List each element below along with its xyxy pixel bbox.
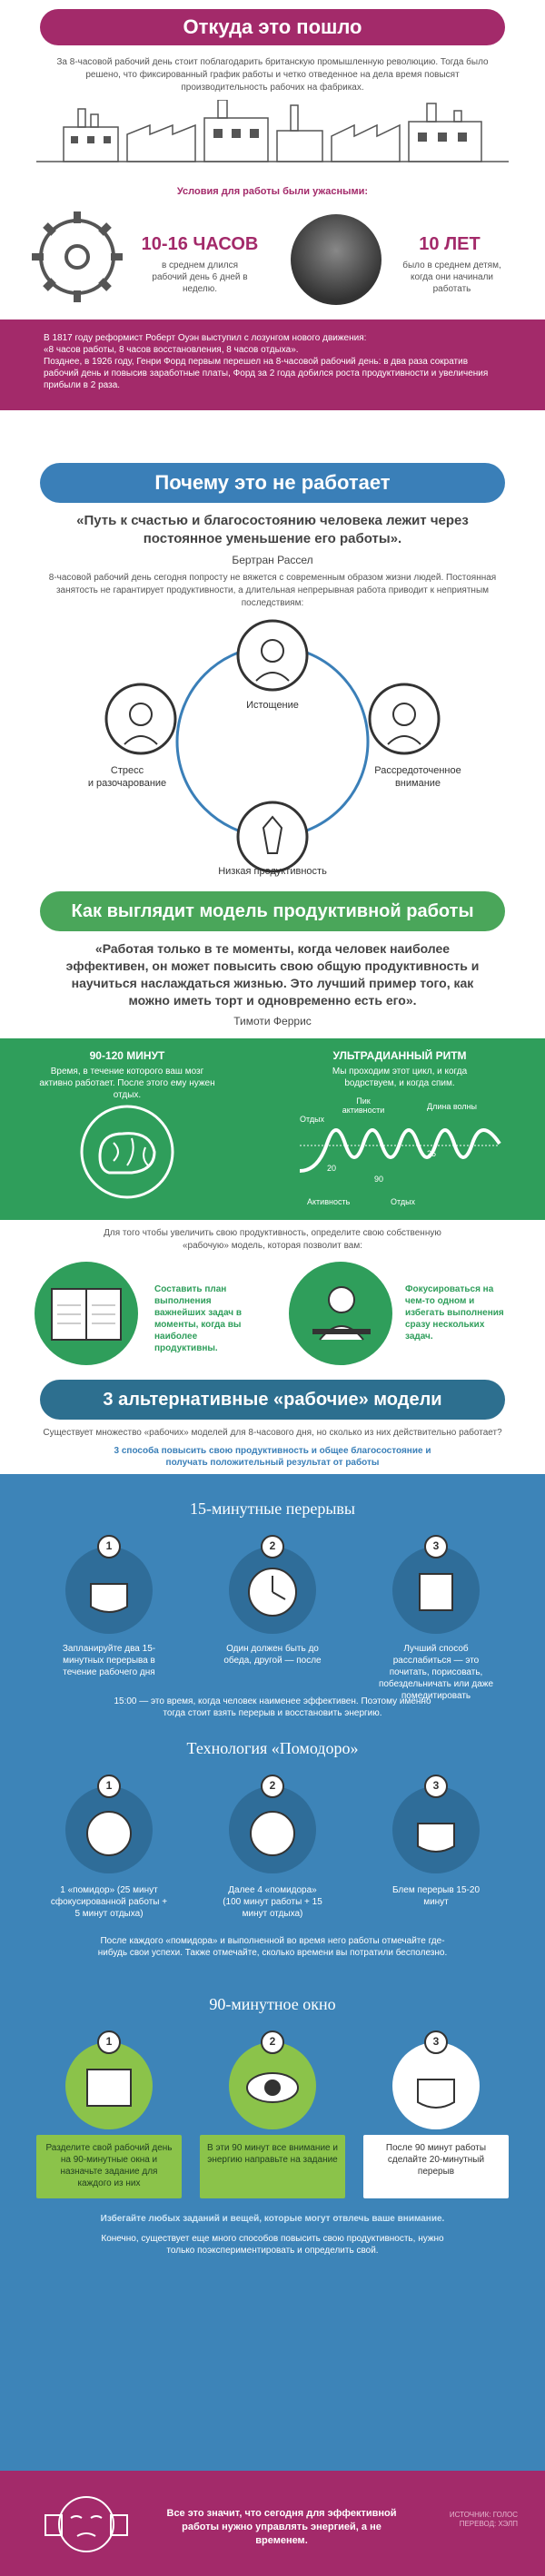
window-step-1: Разделите свой рабочий день на 90-минутные окна и назначьте задание для каждого из них xyxy=(45,2143,173,2188)
breaks-num-1: 1 xyxy=(105,1539,113,1552)
section-origin xyxy=(0,0,545,410)
consequences-diagram xyxy=(0,610,545,873)
conditions-label: Условия для работы были ужасными: xyxy=(176,186,369,197)
head-icon xyxy=(36,2483,136,2565)
section-title-origin: Откуда это пошло xyxy=(40,9,505,45)
section-alternatives xyxy=(0,1380,545,1474)
pomodoro-title: Технология «Помодоро» xyxy=(186,1739,359,1757)
gear-icon xyxy=(27,207,127,307)
breaks-step-1: Запланируйте два 15-минутных перерыва в течение рабочего дня xyxy=(62,1644,156,1677)
section-models-blue xyxy=(0,1474,545,2471)
wave-label: Длина волны xyxy=(427,1102,478,1111)
pomodoro-num-2: 2 xyxy=(269,1779,276,1792)
section-title-model: Как выглядит модель продуктивной работы xyxy=(40,891,505,931)
window-num-2: 2 xyxy=(269,2035,276,2048)
tip-2-text: Фокусироваться на чем-то одном и избегать выполнения сразу нескольких задач. xyxy=(405,1284,504,1342)
hours-text: в среднем длился рабочий день 6 дней в неделю. xyxy=(152,261,248,294)
pomodoro-num-1: 1 xyxy=(105,1779,113,1792)
window-step-2-box xyxy=(200,2135,345,2198)
window-num-1: 1 xyxy=(105,2035,113,2048)
ferriss-author: Тимоти Феррис xyxy=(233,1015,312,1027)
pomodoro-step-2: Далее 4 «помидора» (100 минут работы + 15 минут отдыха) xyxy=(223,1885,322,1919)
minutes-text: Время, в течение которого ваш мозг активно работает. После этого ему нужен отдых. xyxy=(39,1067,215,1100)
calendar-icon xyxy=(50,1287,123,1342)
window-title: 90-минутное окно xyxy=(209,1995,336,2013)
exhaustion-label: Истощение xyxy=(246,700,299,711)
alternatives-text: Существует множество «рабочих» моделей для 8-часового дня, но сколько из них действительно работает? xyxy=(43,1428,502,1438)
window-final: Конечно, существует еще много способов повысить свою продуктивность, нужно только поэкспериментировать и определить свой. xyxy=(101,2234,444,2256)
years-text: было в среднем детям, когда они начинали работать xyxy=(402,261,501,294)
footer-text: Все это значит, что сегодня для эффективной работы нужно управлять энергией, а не временем. xyxy=(166,2508,397,2546)
stress-label-2: и разочарование xyxy=(87,778,167,789)
minutes-title: 90-120 МИНУТ xyxy=(89,1049,165,1062)
brain-icon xyxy=(68,1102,186,1202)
peak-label: Пик активности xyxy=(342,1096,385,1115)
rest-bottom-label: Отдых xyxy=(391,1197,416,1206)
breaks-title: 15-минутные перерывы xyxy=(189,1499,356,1518)
origin-intro: За 8-часовой рабочий день стоит поблагодарить британскую промышленную революцию. Тогда было решено, что фиксированный график работы и четко отведенное на дела время повысят производительность рабочих на фабриках. xyxy=(56,57,489,93)
activity-label: Активность xyxy=(307,1197,351,1206)
pomodoro-step-3: Блем перерыв 15-20 минут xyxy=(391,1885,480,1907)
rest-top-label: Отдых xyxy=(300,1115,325,1124)
footer-source: ИСТОЧНИК: ГОЛОС ПЕРЕВОД: ХЭЛП xyxy=(449,2511,518,2528)
pomodoro-step-1: 1 «помидор» (25 минут сфокусированной работы + 5 минут отдыха) xyxy=(50,1885,168,1919)
pomodoro-num-3: 3 xyxy=(432,1779,440,1792)
factory-illustration xyxy=(0,100,545,163)
breaks-step-2: Один должен быть до обеда, другой — после xyxy=(223,1644,322,1666)
child-worker-photo xyxy=(291,214,382,305)
stress-label-1: Стресс xyxy=(110,765,144,776)
history-line-1: В 1817 году реформист Роберт Оуэн выступил с лозунгом нового движения: xyxy=(44,333,367,343)
ferriss-quote: «Работая только в те моменты, когда человек наиболее эффективен, он может повысить свою общую продуктивность и научиться наслаждаться жизнью. Это лучший пример того, как можно иметь торт и одновременно есть его». xyxy=(65,941,480,1008)
russell-quote: «Путь к счастью и благосостоянию человека лежит через постоянное уменьшение его работы». xyxy=(76,513,469,546)
value-20: 20 xyxy=(327,1164,337,1173)
breaks-note: 15:00 — это время, когда человек наименее эффективен. Поэтому именно тогда стоит взять перерыв и восстановить энергию. xyxy=(114,1696,431,1718)
window-step-3: После 90 минут работы сделайте 20-минутный перерыв xyxy=(385,2143,487,2177)
section-title-alternatives: 3 альтернативные «рабочие» модели xyxy=(40,1380,505,1420)
why-text: 8-часовой рабочий день сегодня попросту не вяжется с современным образом жизни людей. Постоянная занятость не гарантирует продуктивности, а длительная непрерывная работа приводит к неприятным последствиям: xyxy=(48,573,497,608)
window-avoid: Избегайте любых заданий и вещей, которые могут отвлечь ваше внимание. xyxy=(100,2214,445,2224)
breaks-num-3: 3 xyxy=(432,1539,440,1552)
section-model xyxy=(0,882,545,1380)
history-box xyxy=(0,320,545,410)
value-25: 25 xyxy=(427,1149,437,1158)
scattered-label-2: внимание xyxy=(394,778,441,789)
value-90: 90 xyxy=(374,1175,384,1184)
history-line-3: Позднее, в 1926 году, Генри Форд первым перешел на 8-часовой рабочий день: в два раза сократив рабочий день и повысив заработные платы, Форд за 2 года добился роста продуктивности и увеличения прибыли в 2 раза. xyxy=(44,357,489,390)
pomodoro-note: После каждого «помидора» и выполненной во время него работы отмечайте где-нибудь свои успехи. Также отмечайте, сколько времени вы потратили бесполезно. xyxy=(97,1936,448,1958)
history-line-2: «8 часов работы, 8 часов восстановления, 8 часов отдыха». xyxy=(44,345,299,355)
alternatives-sub: 3 способа повысить свою продуктивность и общее благосостояние и получать положительный результат от работы xyxy=(114,1446,431,1468)
scattered-label-1: Рассредоточенное xyxy=(374,765,461,776)
person-at-desk-icon xyxy=(305,1276,378,1349)
section-title-why: Почему это не работает xyxy=(40,463,505,503)
hours-big: 10-16 ЧАСОВ xyxy=(141,234,259,254)
low-productivity-label: Низкая продуктивность xyxy=(218,866,327,877)
window-step-1-box xyxy=(36,2135,182,2198)
blue-bottom-space xyxy=(0,2273,545,2471)
window-num-3: 3 xyxy=(432,2035,440,2048)
russell-author: Бертран Рассел xyxy=(232,554,313,566)
breaks-step-3: Лучший способ расслабиться — это почитать, порисовать, побездельничать или даже помедитировать xyxy=(378,1644,494,1701)
rhythm-text: Мы проходим этот цикл, и когда bодрствуем, и когда спим. xyxy=(332,1067,468,1088)
tip-1-text: Составить план выполнения важнейших задач в моменты, когда вы наиболее продуктивны. xyxy=(154,1284,243,1353)
section-why xyxy=(0,410,545,882)
years-big: 10 ЛЕТ xyxy=(419,234,481,254)
window-step-3-box xyxy=(363,2135,509,2198)
footer xyxy=(0,2471,545,2576)
breaks-num-2: 2 xyxy=(269,1539,276,1552)
rhythm-panel xyxy=(0,1038,545,1220)
model-after-text: Для того чтобы увеличить свою продуктивность, определите свою собственную «рабочую» модель, которая позволит вам: xyxy=(104,1228,441,1251)
window-step-2: В эти 90 минут все внимание и энергию направьте на задание xyxy=(207,2143,338,2165)
rhythm-title: УЛЬТРАДИАННЫЙ РИТМ xyxy=(332,1049,467,1062)
